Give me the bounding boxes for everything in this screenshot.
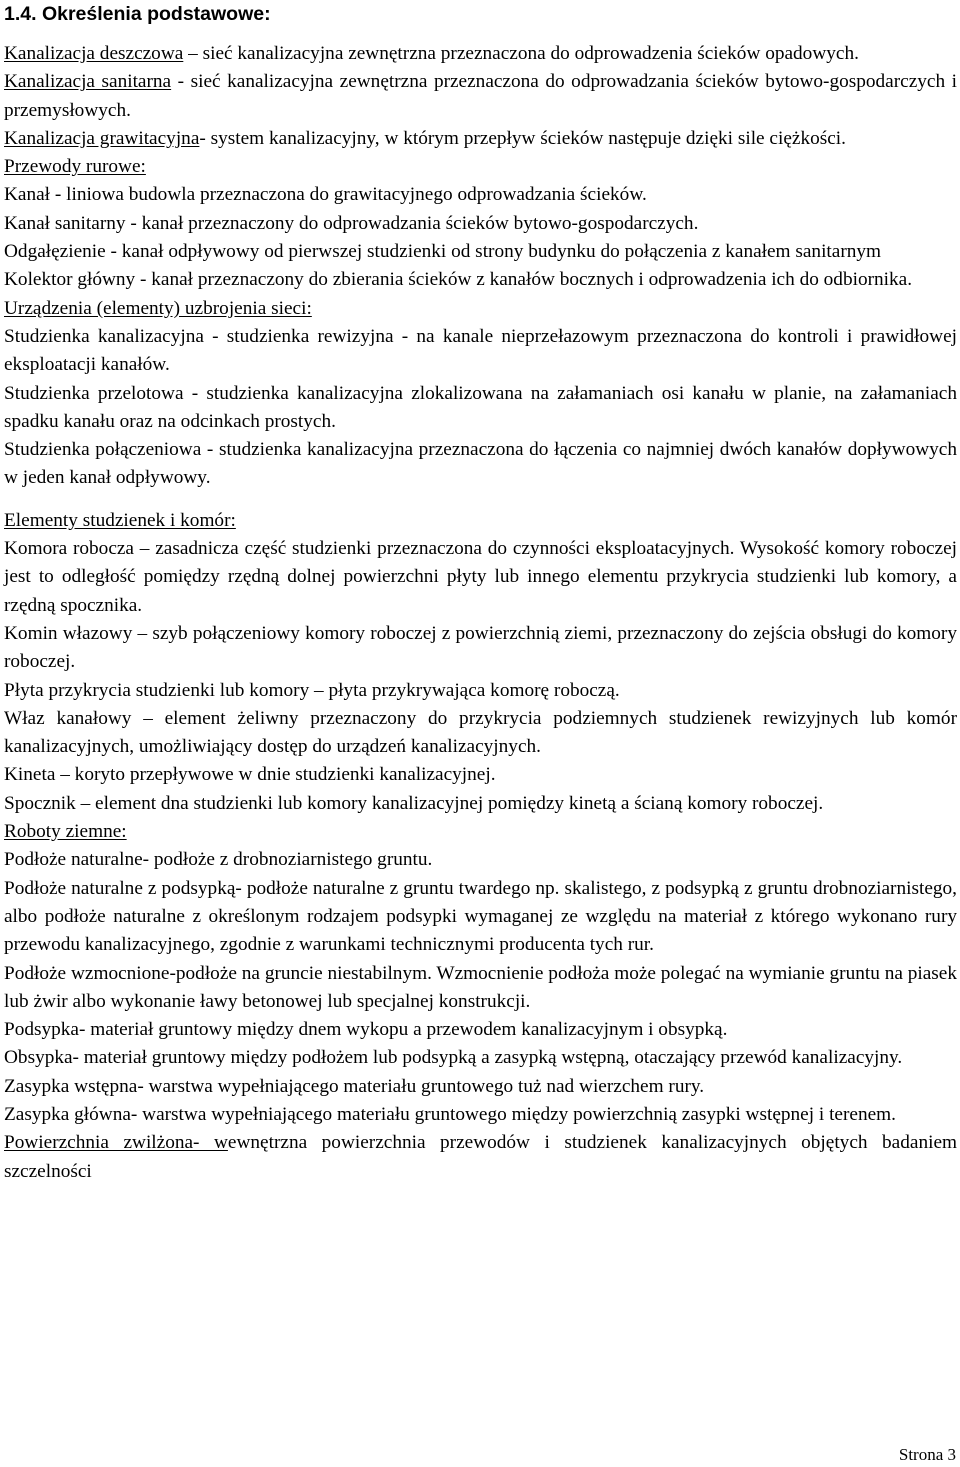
paragraph: Kolektor główny - kanał przeznaczony do zbierania ścieków z kanałów bocznych i odprowadzenia ich do odbiornika. [4,269,913,291]
subsection-title: Elementy studzienek i komór: [4,509,236,531]
paragraph: Podłoże wzmocnione-podłoże na gruncie niestabilnym. Wzmocnienie podłoża może polegać na wymianie gruntu na piasek lub żwir albo wykonanie ławy betonowej lub specjalnej konstrukcji. [4,962,957,1012]
definition-paragraph [4,1129,957,1186]
paragraph: Spocznik – element dna studzienki lub komory kanalizacyjnej pomiędzy kinetą a ścianą komory roboczej. [4,792,824,814]
page-number: Strona 3 [898,1445,956,1464]
paragraph: Odgałęzienie - kanał odpływowy od pierwszej studzienki od strony budynku do połączenia z kanałem sanitarnym [4,241,882,263]
term: Kanalizacja grawitacyjna [4,127,200,149]
subsection-title: Roboty ziemne: [4,821,127,843]
definition-text: - system kanalizacyjny, w którym przepływ ścieków następuje dzięki sile ciężkości. [199,127,846,149]
definition-text: – sieć kanalizacyjna zewnętrzna przeznaczona do odprowadzenia ścieków opadowych. [183,43,859,64]
term: Kanalizacja deszczowa [4,43,184,64]
paragraph: Podłoże naturalne- podłoże z drobnoziarnistego gruntu. [4,849,433,871]
paragraph: Właz kanałowy – element żeliwny przeznaczony do przykrycia podziemnych studzienek rewizyjnych lub komór kanalizacyjnych, umożliwiający dostęp do urządzeń kanalizacyjnych. [4,707,957,758]
section-urzadzenia [4,295,957,493]
document-page [4,0,957,1186]
section-elementy [4,507,957,818]
definitions-sewerage [4,40,957,153]
paragraph: Studzienka kanalizacyjna - studzienka rewizyjna - na kanale nieprzełazowym przeznaczona do kontroli i prawidłowej eksploatacji kanałów. [4,325,957,376]
term: Kanalizacja sanitarna [4,71,172,93]
subsection-title: Urządzenia (elementy) uzbrojenia sieci: [4,297,312,319]
paragraph: Zasypka główna- warstwa wypełniającego materiału gruntowego między powierzchnią zasypki wstępnej i terenem. [4,1103,896,1125]
paragraph: Studzienka połączeniowa - studzienka kanalizacyjna przeznaczona do łączenia co najmniej dwóch kanałów dopływowych w jeden kanał odpływowy. [4,439,957,489]
paragraph: Płyta przykrycia studzienki lub komory – płyta przykrywająca komorę roboczą. [4,679,620,701]
definition-paragraph [4,40,957,68]
paragraph: Obsypka- materiał gruntowy między podłożem lub podsypką a zasypką wstępną, otaczający przewód kanalizacyjny. [4,1047,903,1069]
section-przewody [4,153,957,294]
paragraph: Komora robocza – zasadnicza część studzienki przeznaczona do czynności eksploatacyjnych. Wysokość komory roboczej jest to odległość pomiędzy rzędną dolnej powierzchni płyty lub innego elementu przykrycia studzienki lub komory, a rzędną spocznika. [4,538,957,616]
section-roboty [4,818,957,1129]
paragraph: Podsypka- materiał gruntowy między dnem wykopu a przewodem kanalizacyjnym i obsypką. [4,1019,728,1041]
paragraph: Zasypka wstępna- warstwa wypełniającego materiału gruntowego tuż nad wierzchem rury. [4,1075,705,1097]
definition-text: ewnętrzna powierzchnia przewodów i studzienek kanalizacyjnych objętych badaniem szczelności [4,1132,957,1182]
paragraph: Studzienka przelotowa - studzienka kanalizacyjna zlokalizowana na załamaniach osi kanału w planie, na załamaniach spadku kanału oraz na odcinkach prostych. [4,382,957,432]
section-heading: 1.4. Określenia podstawowe: [4,3,271,25]
paragraph: Kanał sanitarny - kanał przeznaczony do odprowadzania ścieków bytowo-gospodarczych. [4,212,699,234]
definition-text: - sieć kanalizacyjna zewnętrzna przeznaczona do odprowadzania ścieków bytowo-gospodarczych i przemysłowych. [4,71,958,121]
definition-paragraph [4,68,957,125]
term: Powierzchnia zwilżona- w [4,1132,228,1154]
paragraph: Kineta – koryto przepływowe w dnie studzienki kanalizacyjnej. [4,764,496,786]
subsection-title: Przewody rurowe: [4,156,146,178]
paragraph: Komin włazowy – szyb połączeniowy komory roboczej z powierzchnią ziemi, przeznaczony do zejścia obsługi do komory roboczej. [4,622,957,673]
paragraph: Podłoże naturalne z podsypką- podłoże naturalne z gruntu twardego np. skalistego, z podsypką z gruntu drobnoziarnistego, albo podłoże naturalne z określonym rodzajem podsypki wymaganej ze względu na materiał z którego wykonano rury przewodu kanalizacyjnego, zgodnie z warunkami technicznymi producenta tych rur. [4,877,957,956]
paragraph: Kanał - liniowa budowla przeznaczona do grawitacyjnego odprowadzania ścieków. [4,184,647,206]
definition-paragraph [4,125,957,153]
